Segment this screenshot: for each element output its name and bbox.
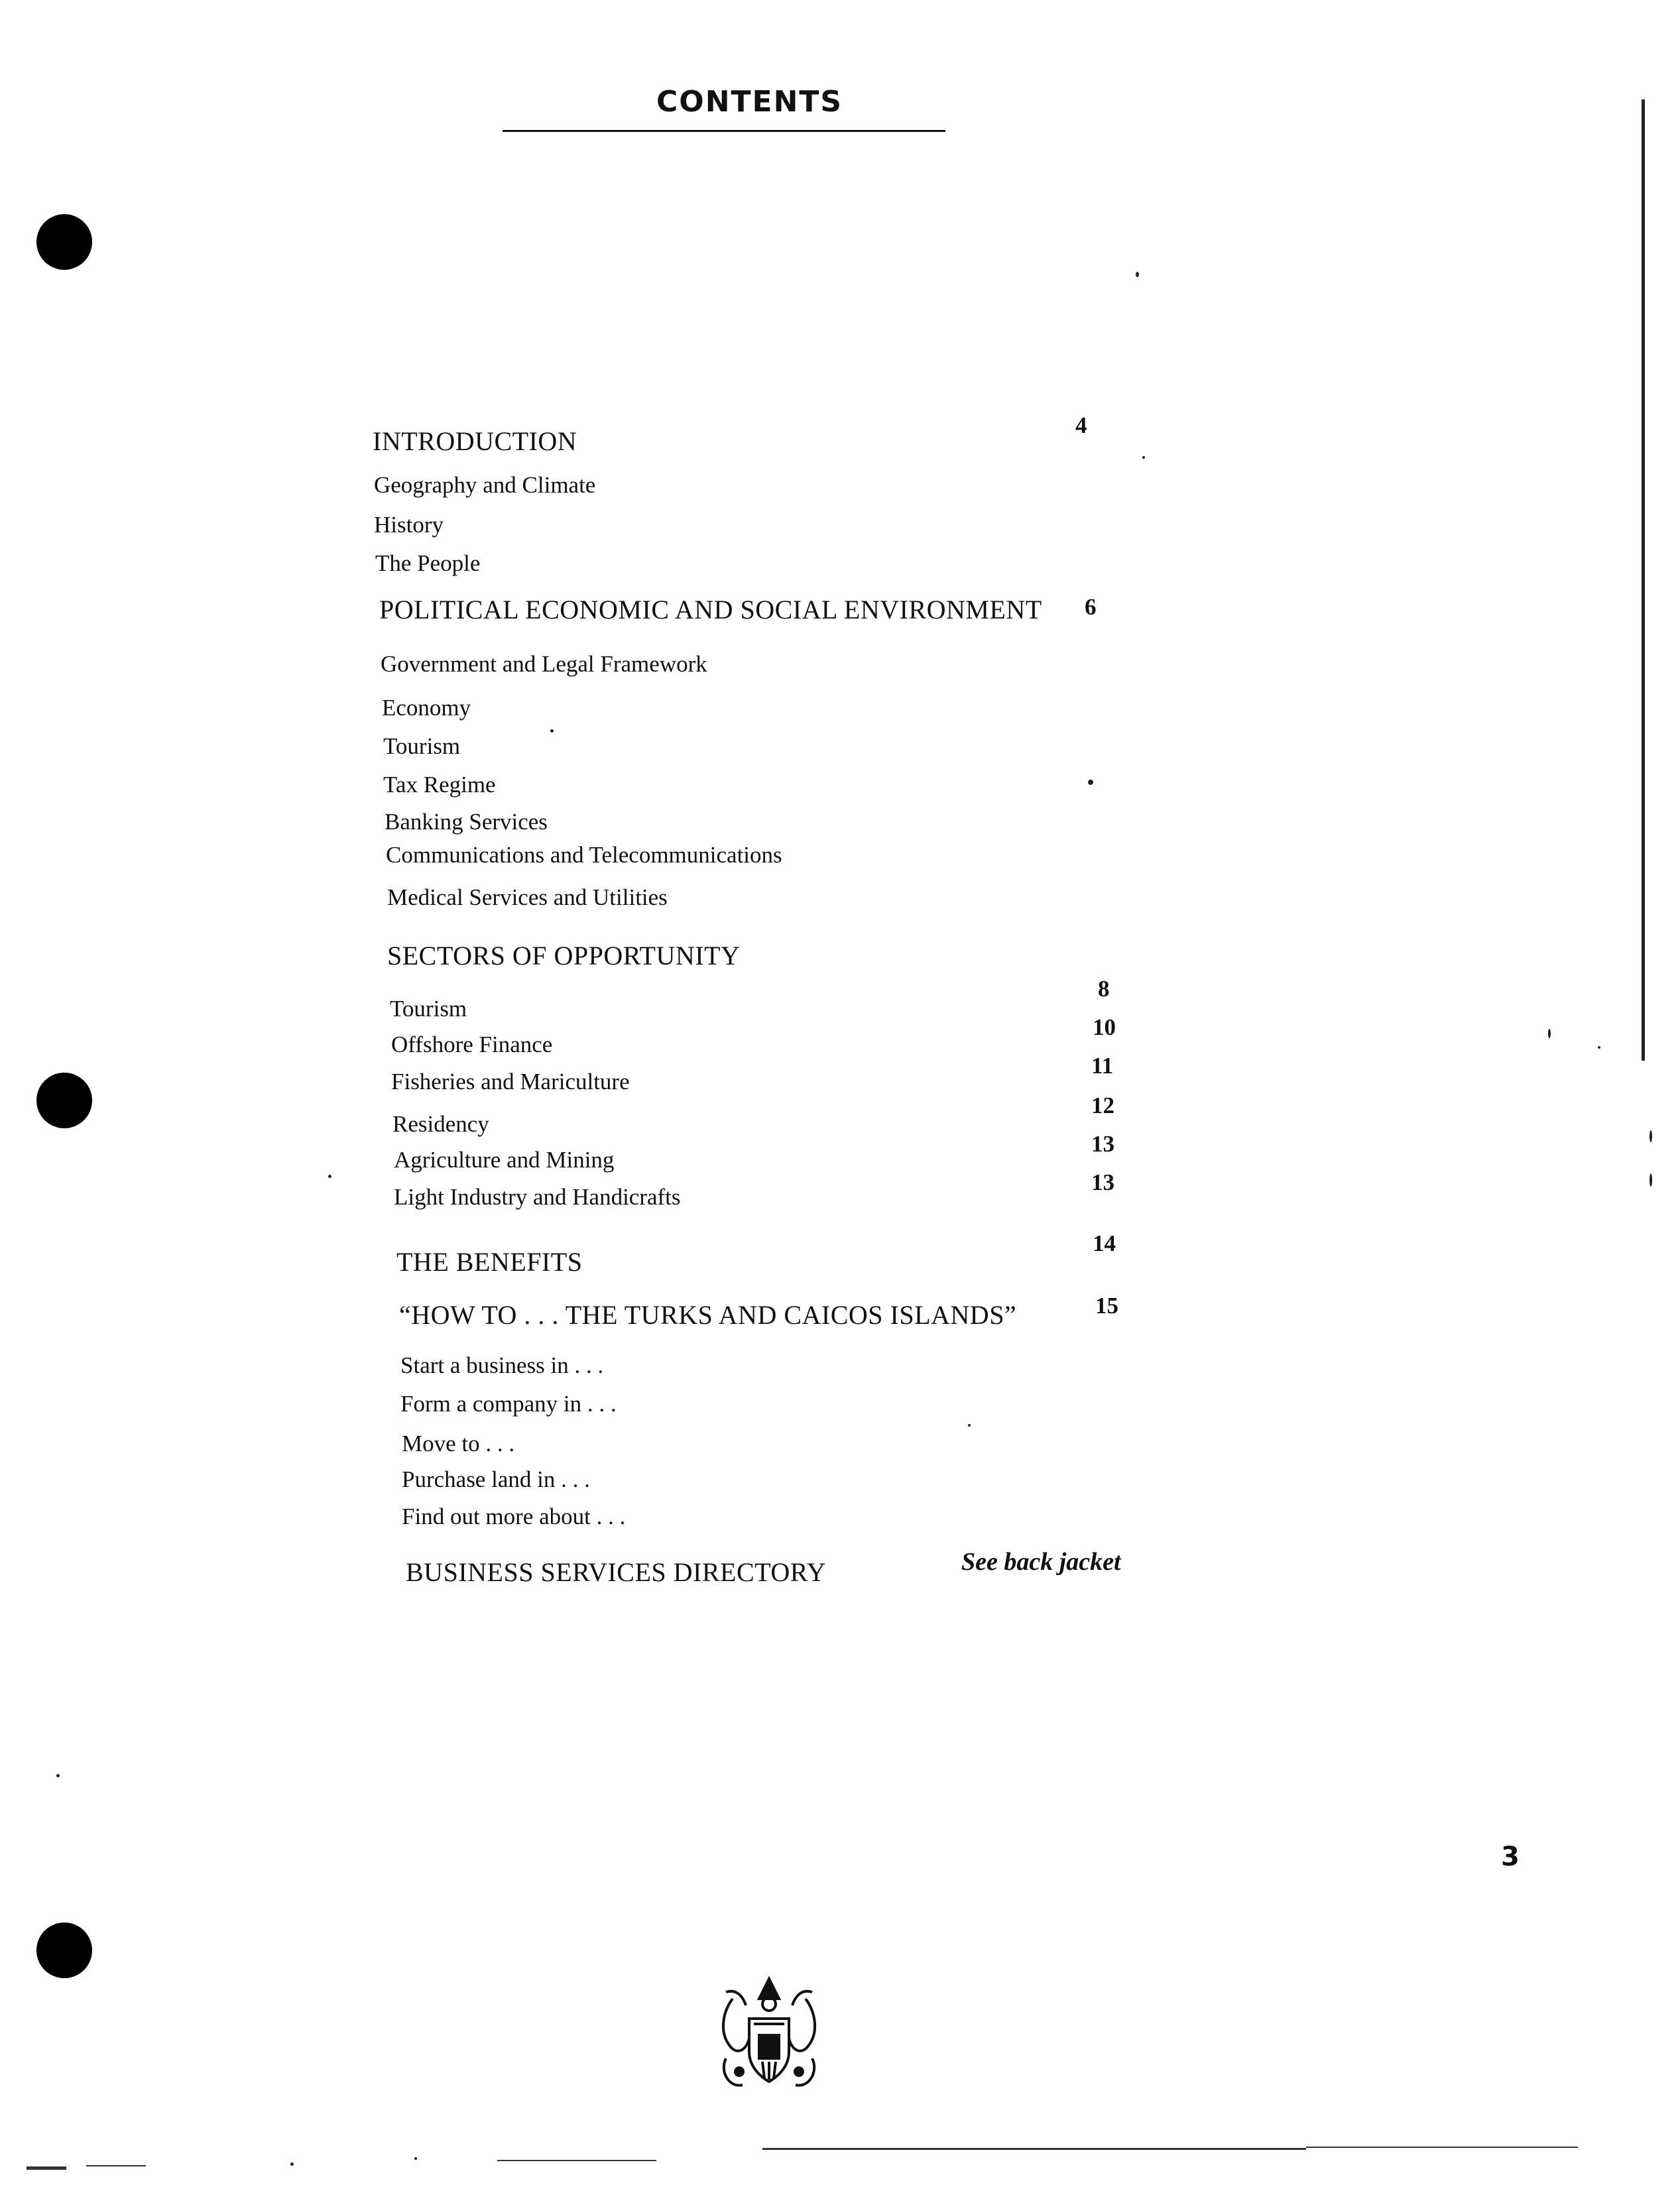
toc-item[interactable]: Banking Services xyxy=(385,809,548,835)
scan-speck xyxy=(328,1175,331,1178)
toc-item[interactable]: Geography and Climate xyxy=(374,472,596,498)
toc-heading-howto[interactable]: “HOW TO . . . THE TURKS AND CAICOS ISLANDS” xyxy=(399,1300,1017,1330)
toc-item[interactable]: Offshore Finance xyxy=(391,1032,553,1057)
toc-heading-political[interactable]: POLITICAL ECONOMIC AND SOCIAL ENVIRONMENT xyxy=(379,595,1042,624)
page-title: CONTENTS xyxy=(656,85,843,119)
title-underline xyxy=(503,130,945,132)
toc-item[interactable]: Agriculture and Mining xyxy=(394,1147,615,1173)
punch-hole-middle xyxy=(36,1073,92,1128)
toc-page-introduction: 4 xyxy=(1075,412,1087,438)
toc-page-benefits: 14 xyxy=(1093,1230,1116,1256)
scan-speck xyxy=(414,2157,417,2160)
page-edge-line xyxy=(1642,99,1645,1061)
bottom-scan-line xyxy=(762,2148,1306,2150)
toc-page-political: 6 xyxy=(1085,594,1097,620)
scan-speck xyxy=(1548,1029,1551,1038)
bottom-scan-line xyxy=(497,2160,656,2161)
toc-item[interactable]: Government and Legal Framework xyxy=(381,651,707,677)
toc-item[interactable]: Fisheries and Mariculture xyxy=(391,1069,630,1094)
punch-hole-top xyxy=(36,214,92,270)
scan-speck xyxy=(290,2162,294,2166)
toc-page: 12 xyxy=(1091,1093,1114,1118)
toc-item[interactable]: Start a business in . . . xyxy=(400,1352,604,1378)
toc-page: 11 xyxy=(1091,1053,1114,1079)
scan-speck xyxy=(968,1424,971,1427)
toc-item[interactable]: Communications and Telecommunications xyxy=(386,842,782,868)
toc-heading-benefits[interactable]: THE BENEFITS xyxy=(396,1247,583,1277)
toc-heading-directory[interactable]: BUSINESS SERVICES DIRECTORY xyxy=(406,1557,827,1587)
scan-speck xyxy=(1088,780,1093,785)
scan-speck xyxy=(56,1774,60,1777)
toc-item[interactable]: Purchase land in . . . xyxy=(402,1466,590,1492)
toc-item[interactable]: Light Industry and Handicrafts xyxy=(394,1184,681,1210)
toc-item[interactable]: Tax Regime xyxy=(383,772,496,798)
toc-item[interactable]: Tourism xyxy=(383,733,461,759)
toc-item[interactable]: Medical Services and Utilities xyxy=(387,884,668,910)
toc-heading-sectors[interactable]: SECTORS OF OPPORTUNITY xyxy=(387,941,741,971)
toc-item[interactable]: Economy xyxy=(382,695,471,721)
bottom-scan-line xyxy=(1306,2147,1578,2148)
toc-item[interactable]: Tourism xyxy=(390,996,467,1022)
toc-page: 13 xyxy=(1091,1131,1114,1157)
toc-page: 8 xyxy=(1098,976,1110,1002)
scan-speck xyxy=(1650,1130,1652,1142)
toc-page-howto: 15 xyxy=(1095,1293,1118,1319)
page-number: 3 xyxy=(1501,1842,1520,1872)
bottom-scan-line xyxy=(86,2165,146,2166)
scan-speck xyxy=(1136,272,1139,277)
coat-of-arms-icon xyxy=(713,1972,825,2095)
scan-speck xyxy=(1650,1173,1652,1187)
scan-speck xyxy=(1598,1046,1600,1049)
scan-speck xyxy=(1142,456,1145,459)
toc-page: 13 xyxy=(1091,1169,1114,1195)
punch-hole-bottom xyxy=(36,1923,92,1978)
bottom-scan-line xyxy=(27,2166,66,2170)
toc-item[interactable]: The People xyxy=(375,550,481,576)
toc-heading-introduction[interactable]: INTRODUCTION xyxy=(373,426,577,456)
toc-item[interactable]: Form a company in . . . xyxy=(400,1391,617,1417)
scan-speck xyxy=(550,729,554,733)
toc-page: 10 xyxy=(1093,1014,1116,1040)
toc-item[interactable]: History xyxy=(374,512,444,538)
toc-item[interactable]: Move to . . . xyxy=(402,1431,515,1456)
toc-item[interactable]: Find out more about . . . xyxy=(402,1504,626,1529)
toc-item[interactable]: Residency xyxy=(392,1111,489,1137)
toc-page-directory: See back jacket xyxy=(961,1548,1121,1576)
